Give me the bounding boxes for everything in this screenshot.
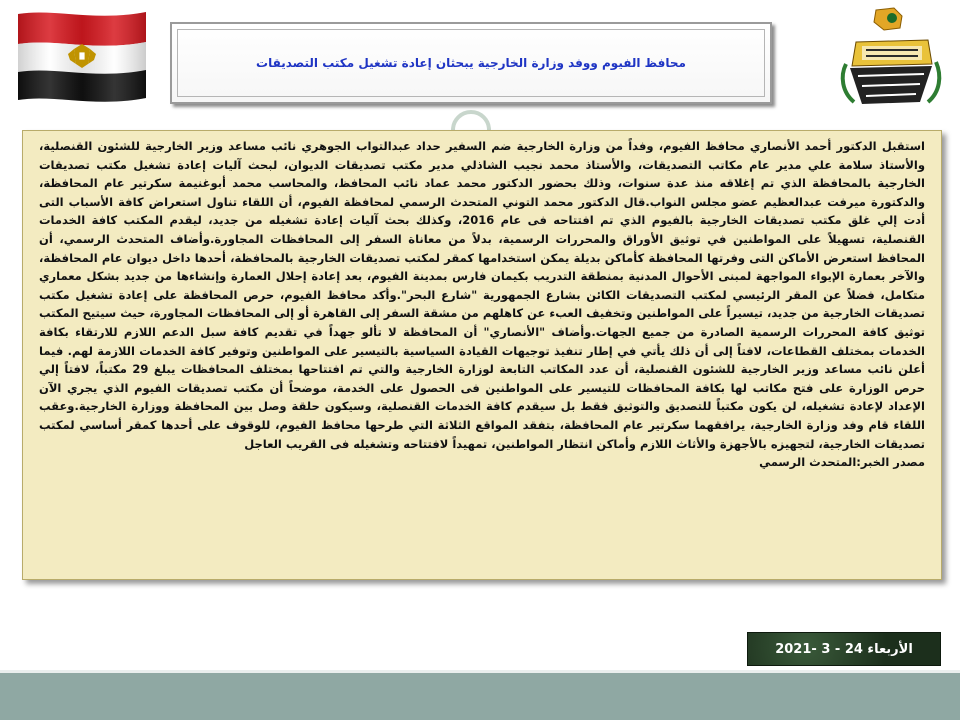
page-title: محافظ الفيوم ووفد وزارة الخارجية يبحثان إعادة تشغيل مكتب التصديقات	[256, 56, 686, 70]
article-body: استقبل الدكتور أحمد الأنصاري محافظ الفيوم، وفداً من وزارة الخارجية ضم السفير حداد عبدالتواب الجوهري نائب مساعد وزير الخارجية للشئون القنصلية، والأستاذ سلامة علي مدير عام مكاتب التصديقات، والأستاذ محمد نجيب الشاذلي مدير مكتب تصديقات الديوان، لبحث آليات إعادة تشغيل مكتب تصديقات الخارجية بالمحافظة الذي تم إغلاقه منذ عدة سنوات، وذلك بحضور الدكتور محمد عماد نائب المحافظ، والمحاسب محمد أبوغنيمة سكرتير عام المحافظة، والدكتورة ميرفت عبدالعظيم عضو مجلس النواب.قال الدكتور محمد التوني المتحدث الرسمي لمحافظة الفيوم، أن اللقاء تناول استعراض كافة الأسباب التى أدت إلي غلق مكتب تصديقات الخارجية بالفيوم الذي تم افتتاحه فى عام 2016، وكذلك بحث آليات إعادة تشغيله من جديد، ليقدم المكتب كافة الخدمات القنصلية، تسهيلاً على المواطنين في توثيق الأوراق والمحررات الرسمية، بدلاً من معاناة السفر إلى المحافظات المجاورة.وأضاف المتحدث الرسمي، أن المحافظ استعرض الأماكن التى وفرتها المحافظة كأماكن بديلة يمكن استخدامها كمقر لمكتب تصديقات الخارجية بالمحافظة، أحدها داخل ديوان عام المحافظة، والآخر بعمارة الإيواء المواجهة لمبنى الأحوال المدنية بمنطقة التدريب بكيمان فارس بمدينة الفيوم، بعد إعادة إحلال العمارة وإنشاءها من جديد بشكل معماري متكامل، فضلاً عن المقر الرئيسي لمكتب التصديقات الكائن بشارع الجمهورية "شارع البحر".وأكد محافظ الفيوم، حرص المحافظة على إعادة تشغيل مكتب تصديقات الخارجية من جديد، تيسيراً على المواطنين وتخفيف العبء عن كاهلهم من مشقة السفر إلى القاهرة أو إلى المحافظات المجاورة، حيث سيتيح المكتب توثيق كافة المحررات الرسمية الصادرة من جميع الجهات.وأضاف "الأنصاري" أن المحافظة لا تألو جهداً في تقديم كافة سبل الدعم اللازم للارتقاء بكافة الخدمات بمختلف القطاعات، لافتاً إلى أن ذلك يأتي في إطار تنفيذ توجيهات القيادة السياسية بالتيسير على المواطنين وتوفير كافة الخدمات اللازمة لهم. فيما أعلن نائب مساعد وزير الخارجية للشئون القنصلية، أن عدد المكاتب التابعة لوزارة الخارجية والتي تم افتتاحها بمختلف المحافظات يبلغ 29 مكتباً، لافتاً إلي حرص الوزارة على فتح مكاتب لها بكافة المحافظات للتيسير على المواطنين فى الحصول على الخدمة، موضحاً أن مكتب تصديقات الفيوم الذي يجري الآن الإعداد لإعادة تشغيله، لن يكون مكتباً للتصديق والتوثيق فقط بل سيقدم كافة الخدمات القنصلية، وسيكون حلقة وصل بين المحافظة ووزارة الخارجية.وعقب اللقاء قام وفد وزارة الخارجية، يرافقهما سكرتير عام المحافظة، بتفقد المواقع الثلاثة التي طرحها محافظ الفيوم، للوقوف على أحدها كمقر أساسي لمكتب تصديقات الخارجية، لتجهيزه بالأجهزة والأثاث اللازم وأماكن انتظار المواطنين، تمهيداً لافتتاحه وتشغيله فى القريب العاجل	[39, 139, 926, 451]
footer-band	[0, 670, 960, 720]
article-source: مصدر الخبر:المتحدث الرسمي	[759, 455, 925, 470]
fayoum-governorate-logo-icon	[836, 6, 946, 110]
footer-divider	[0, 670, 960, 673]
egypt-flag-icon	[14, 8, 150, 102]
article-panel	[22, 130, 942, 580]
date-badge	[747, 632, 941, 666]
date-text: الأربعاء 24 - 3 -2021	[775, 641, 913, 657]
title-banner	[170, 22, 772, 104]
